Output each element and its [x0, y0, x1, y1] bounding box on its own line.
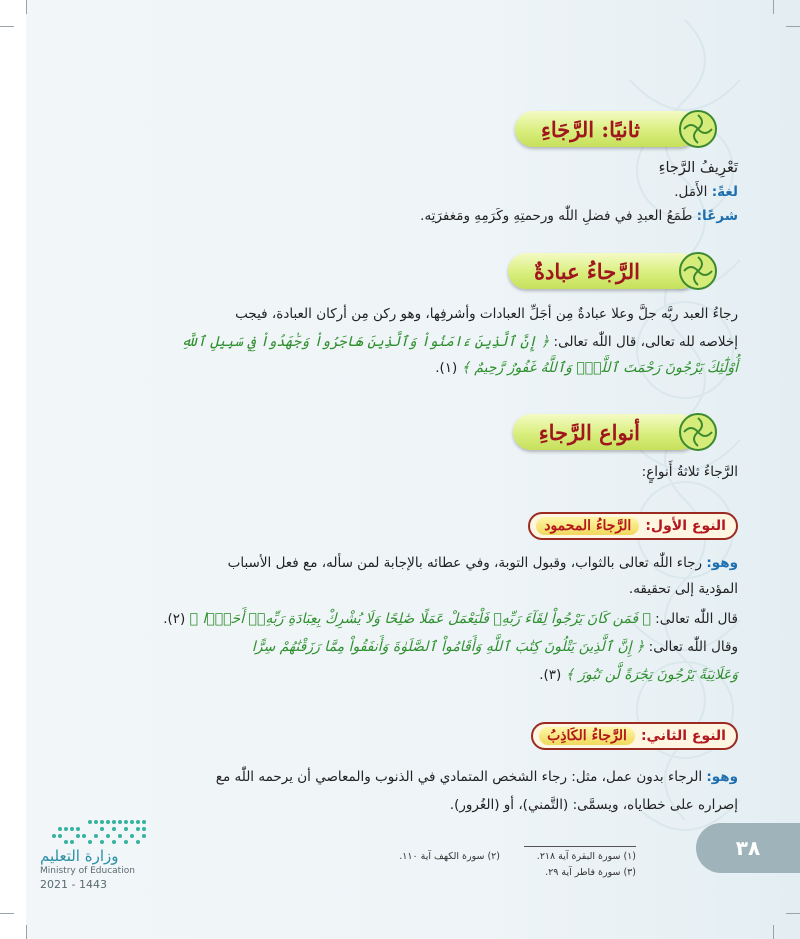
type2-label: النوع الثاني: [640, 728, 726, 744]
ministry-logo-icon [50, 818, 150, 844]
page-number: ٣٨ [735, 836, 761, 860]
ministry-name-en: Ministry of Education [40, 866, 135, 876]
type2-box [531, 722, 738, 750]
section-header-pill [508, 253, 698, 289]
type1-label: النوع الأول: [645, 518, 726, 534]
worship-line-3 [40, 358, 738, 378]
quran-verse: ﴿ إِنَّ ٱلَّذِينَ ءَامَنُواْ وَٱلَّذِينَ هَاجَرُواْ وَجَٰهَدُواْ فِي سَبِيلِ ٱللَّهِ [181, 334, 550, 350]
crop-mark [26, 0, 27, 14]
section-header-types [513, 411, 698, 453]
flower-ornament-icon [676, 411, 720, 453]
shar-text: طَمَعُ العبدِ في فضلِ اللّٰه ورحمتِهِ وكَرَمِهِ ومَغفرَتِه. [420, 208, 693, 224]
type2-text: الرجاء بدون عمل، مثل: رجاء الشخص المتمادي في الذنوب والمعاصي أن يرحمه اللّٰه مع [215, 769, 703, 785]
quran-verse: أُوْلَٰٓئِكَ يَرْجُونَ رَحْمَتَ ٱللَّهِۚ وَٱللَّهُ غَفُورٌ رَّحِيمٌ ﴾ [461, 360, 738, 376]
flower-ornament-icon [676, 108, 720, 150]
section-header-worship [508, 250, 698, 292]
quran-verse: وَعَلَانِيَةً يَرْجُونَ تِجَٰرَةً لَّن تَبُورَ ﴾ [565, 667, 738, 683]
wahu-label: وهو: [706, 555, 738, 571]
type2-name: الرَّجاءُ الكَاذِبُ [539, 727, 635, 745]
footnote-ref: (١). [435, 360, 458, 376]
lugha-text: الأَمَل. [674, 184, 708, 200]
quote-intro: وقال اللّٰه تعالى: [648, 639, 738, 655]
section-title: ثانيًا: الرَّجَاءِ [541, 116, 640, 142]
wahu-label: وهو: [706, 769, 738, 785]
worship-line-2 [40, 332, 738, 352]
lugha-label: لغةً: [711, 184, 738, 200]
ministry-year: 2021 - 1443 [40, 878, 107, 891]
type1-text: رجاء اللّٰه تعالى بالثواب، وقبول التوبة، وفي عطائه بالإجابة لمن سأله، مع فعل الأسباب [227, 555, 703, 571]
footnote-ref: (٣). [539, 667, 562, 683]
type1-quote-2 [40, 637, 738, 657]
section-header-pill [513, 414, 698, 450]
type1-line-2: المؤدية إلى تحقيقه. [628, 581, 738, 597]
crop-mark [26, 925, 27, 939]
section-header-raja [515, 108, 698, 150]
section-title: الرَّجاءُ عبادةٌ [533, 258, 640, 284]
footnote-3: (٣) سورة فاطر آية ٢٩. [545, 867, 636, 878]
crop-mark [0, 26, 14, 27]
crop-mark [0, 913, 14, 914]
type1-box [528, 512, 738, 540]
section-title: أنواع الرَّجاءِ [538, 419, 640, 445]
types-intro: الرَّجاءُ ثلاثةُ أَنواعٍ: [641, 464, 738, 480]
worship-line-2-text: إخلاصه لله تعالى، قال اللّٰه تعالى: [553, 334, 738, 350]
type1-header [528, 511, 738, 541]
page-number-tab [696, 823, 800, 873]
definition-lugha [40, 182, 738, 202]
type2-line-2: إصراره على خطاياه، ويسمَّى: (التَّمني)، أو (الغُرور). [449, 797, 738, 813]
footnote-2: (٢) سورة الكهف آية ١١٠. [399, 851, 500, 862]
type2-line-1 [40, 767, 738, 787]
section-header-pill [515, 111, 698, 147]
footnote-1: (١) سورة البقرة آية ٢١٨. [536, 851, 636, 862]
definition-heading: تَعْرِيفُ الرَّجاءِ [658, 160, 738, 176]
type1-quote-1 [40, 609, 738, 629]
worship-line-1: رجاءُ العبد ربَّه جلَّ وعلا عبادةٌ مِن أجَلِّ العبادات وأشرفِها، وهو ركن مِن أركان العبادة، فيجب [235, 306, 738, 322]
type1-name: الرَّجاءُ المحمود [536, 517, 639, 535]
flower-ornament-icon [676, 250, 720, 292]
quote-intro: قال اللّٰه تعالى: [655, 611, 738, 627]
type1-quote-3 [40, 665, 738, 685]
type1-line-1 [40, 553, 738, 573]
definition-shar [40, 206, 738, 226]
type2-header [531, 721, 738, 751]
ministry-name-ar: وزارة التعليم [40, 847, 119, 865]
shar-label: شرعًا: [696, 208, 738, 224]
quran-verse: ﴿ إِنَّ ٱلَّذِينَ يَتْلُونَ كِتَٰبَ ٱللَّهِ وَأَقَامُواْ ٱلصَّلَوٰةَ وَأَنفَقُواْ مِمَّا رَزَقْنَٰهُمْ سِرًّا [251, 639, 645, 655]
footnote-ref: (٢). [163, 611, 186, 627]
quran-verse: ﴿ فَمَن كَانَ يَرْجُواْ لِقَآءَ رَبِّهِۦ فَلْيَعْمَلْ عَمَلًا صَٰلِحًا وَلَا يُشْرِكْ بِعِبَادَةِ رَبِّهِۦٓ أَحَدًۢا ﴾ [189, 611, 651, 627]
footnote-rule [524, 846, 636, 847]
